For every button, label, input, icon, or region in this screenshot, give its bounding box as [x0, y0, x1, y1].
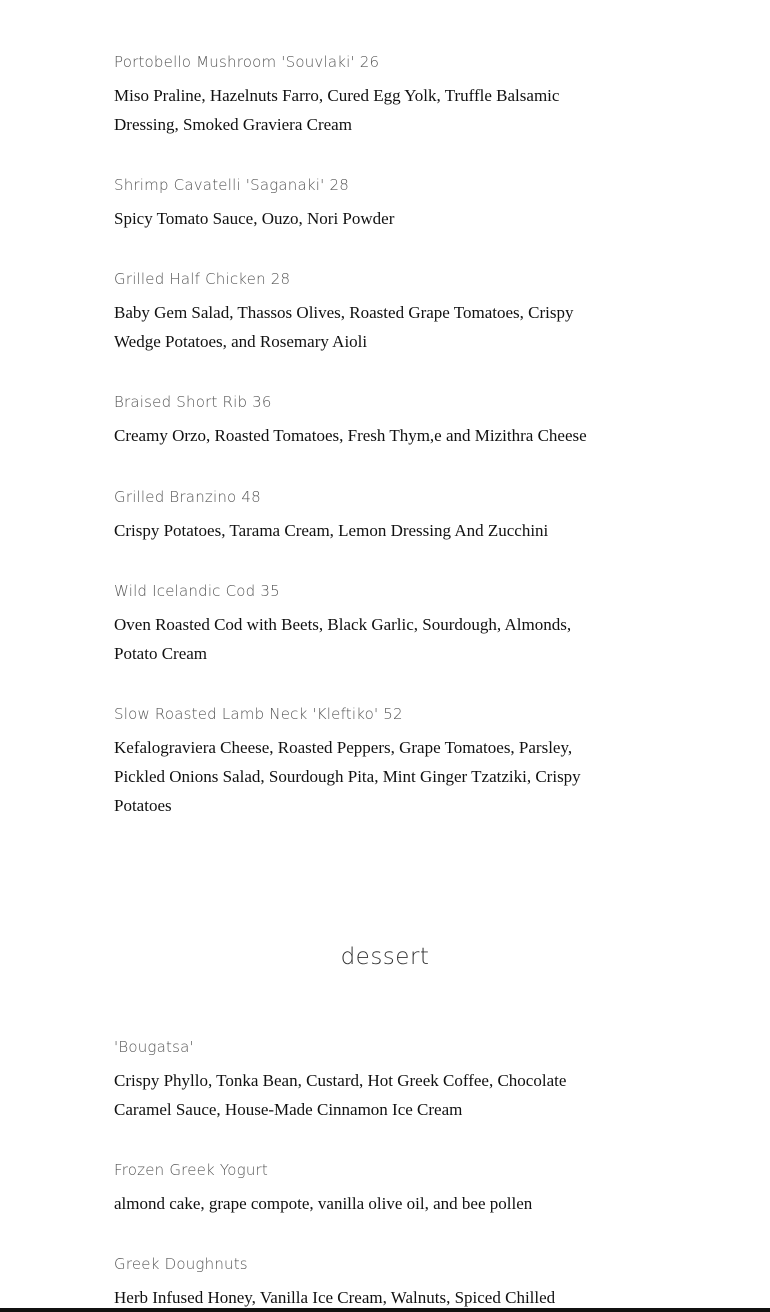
item-title: Greek Doughnuts: [114, 1255, 248, 1273]
item-description: almond cake, grape compote, vanilla olive oil, and bee pollen: [114, 1194, 533, 1213]
item-title: 'Bougatsa': [114, 1038, 194, 1056]
menu-item-grilled-half-chicken: [114, 269, 604, 356]
item-title: Grilled Half Chicken 28: [114, 270, 291, 288]
menu-item-shrimp-cavatelli: [114, 175, 604, 233]
item-description: Herb Infused Honey, Vanilla Ice Cream, Walnuts, Spiced Chilled: [114, 1288, 556, 1307]
menu-item-portobello-mushroom: [114, 52, 604, 139]
menu-item-frozen-greek-yogurt: [114, 1160, 604, 1218]
item-description: Baby Gem Salad, Thassos Olives, Roasted Grape Tomatoes, Crispy Wedge Potatoes, and Rosemary Aioli: [114, 303, 574, 351]
item-description: Miso Praline, Hazelnuts Farro, Cured Egg Yolk, Truffle Balsamic Dressing, Smoked Graviera Cream: [114, 86, 560, 134]
menu-item-greek-doughnuts: [114, 1254, 604, 1312]
item-description: Kefalograviera Cheese, Roasted Peppers, Grape Tomatoes, Parsley, Pickled Onions Salad, Sourdough Pita, Mint Ginger Tzatziki, Crispy Potatoes: [114, 738, 581, 815]
menu-item-wild-icelandic-cod: [114, 581, 604, 668]
item-title: Shrimp Cavatelli 'Saganaki' 28: [114, 176, 349, 194]
item-description: Creamy Orzo, Roasted Tomatoes, Fresh Thym,e and Mizithra Cheese: [114, 426, 587, 445]
menu-item-grilled-branzino: [114, 487, 604, 545]
item-description: Oven Roasted Cod with Beets, Black Garlic, Sourdough, Almonds, Potato Cream: [114, 615, 572, 663]
item-title: Slow Roasted Lamb Neck 'Kleftiko' 52: [114, 705, 403, 723]
item-title: Portobello Mushroom 'Souvlaki' 26: [114, 53, 380, 71]
item-title: Frozen Greek Yogurt: [114, 1161, 269, 1179]
item-title: Grilled Branzino 48: [114, 488, 261, 506]
bottom-divider: [0, 1308, 770, 1312]
menu-item-bougatsa: [114, 1037, 604, 1124]
menu-item-slow-roasted-lamb-neck: [114, 704, 604, 820]
menu-item-braised-short-rib: [114, 392, 604, 450]
item-description: Crispy Phyllo, Tonka Bean, Custard, Hot Greek Coffee, Chocolate Caramel Sauce, House-Made Cinnamon Ice Cream: [114, 1071, 567, 1119]
item-title: Wild Icelandic Cod 35: [114, 582, 280, 600]
item-title: Braised Short Rib 36: [114, 393, 272, 411]
item-description: Crispy Potatoes, Tarama Cream, Lemon Dressing And Zucchini: [114, 521, 549, 540]
item-description: Spicy Tomato Sauce, Ouzo, Nori Powder: [114, 209, 395, 228]
dessert-section-heading: dessert: [340, 944, 430, 970]
